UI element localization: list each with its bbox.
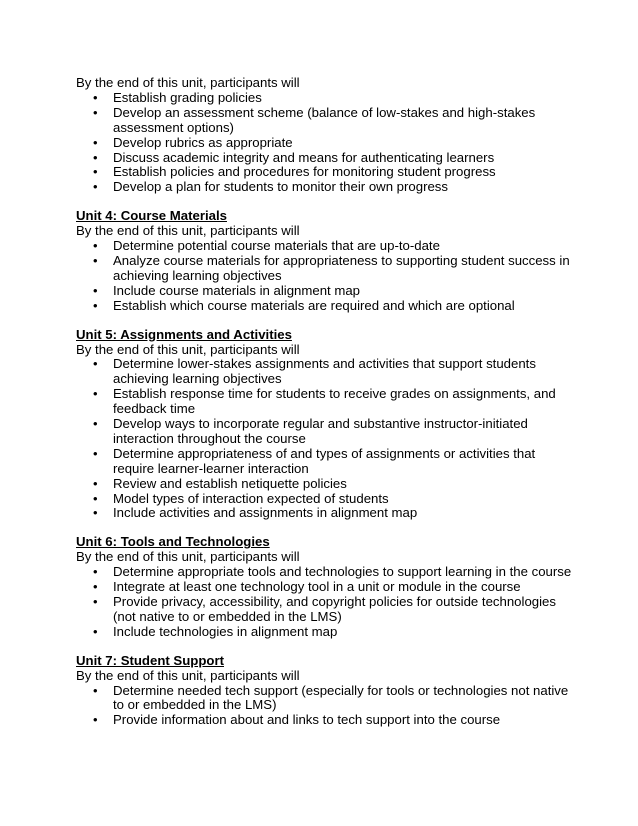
section-intro: By the end of this unit, participants will — [76, 75, 300, 90]
list-item: • Include activities and assignments in alignment map — [93, 505, 418, 521]
list-item: • Determine potential course materials that are up-to-date — [93, 238, 440, 254]
section-unit-4 — [76, 209, 576, 313]
bullet-icon: • — [93, 149, 98, 165]
list-item: • Analyze course materials for appropriateness to supporting student success in achieving learning objectives — [93, 252, 570, 283]
bullet-icon: • — [93, 89, 98, 105]
list-item: • Establish policies and procedures for monitoring student progress — [93, 164, 496, 180]
section-unit-3-continued — [76, 76, 576, 195]
bullet-icon: • — [93, 386, 98, 402]
section-heading: Unit 7: Student Support — [76, 652, 224, 668]
bullet-icon: • — [93, 490, 98, 506]
bullet-icon: • — [93, 579, 98, 595]
bullet-icon: • — [93, 238, 98, 254]
list-item: • Establish response time for students to receive grades on assignments, and feedback time — [93, 386, 556, 417]
objective-list — [76, 565, 576, 640]
document-page — [76, 76, 576, 728]
list-item: • Integrate at least one technology tool in a unit or module in the course — [93, 579, 521, 595]
objective-list — [76, 239, 576, 314]
section-unit-7 — [76, 654, 576, 729]
bullet-icon: • — [93, 104, 98, 120]
list-item: • Determine needed tech support (especially for tools or technologies not native to or embedded in the LMS) — [93, 682, 569, 713]
bullet-icon: • — [93, 282, 98, 298]
list-item: • Develop rubrics as appropriate — [93, 134, 293, 150]
list-item: • Determine appropriate tools and technologies to support learning in the course — [93, 564, 572, 580]
bullet-icon: • — [93, 356, 98, 372]
section-heading: Unit 6: Tools and Technologies — [76, 534, 270, 550]
bullet-icon: • — [93, 445, 98, 461]
section-unit-6 — [76, 535, 576, 639]
list-item: • Discuss academic integrity and means for authenticating learners — [93, 149, 495, 165]
list-item: • Model types of interaction expected of students — [93, 490, 389, 506]
list-item: • Include technologies in alignment map — [93, 623, 338, 639]
bullet-icon: • — [93, 623, 98, 639]
list-item: • Determine lower-stakes assignments and activities that support students achieving learning objectives — [93, 356, 536, 387]
bullet-icon: • — [93, 252, 98, 268]
section-intro: By the end of this unit, participants will — [76, 549, 300, 565]
list-item: • Establish grading policies — [93, 89, 262, 105]
section-intro: By the end of this unit, participants will — [76, 667, 300, 683]
section-unit-5 — [76, 328, 576, 522]
bullet-icon: • — [93, 134, 98, 150]
objective-list — [76, 357, 576, 521]
bullet-icon: • — [93, 564, 98, 580]
objective-list — [76, 684, 576, 729]
bullet-icon: • — [93, 416, 98, 432]
list-item: • Establish which course materials are required and which are optional — [93, 297, 515, 313]
section-intro: By the end of this unit, participants will — [76, 341, 300, 357]
section-intro: By the end of this unit, participants will — [76, 223, 300, 239]
list-item: • Develop an assessment scheme (balance of low-stakes and high-stakes assessment options) — [93, 104, 536, 135]
list-item: • Determine appropriateness of and types of assignments or activities that require learner-learner interaction — [93, 445, 536, 476]
bullet-icon: • — [93, 164, 98, 180]
list-item: • Develop a plan for students to monitor their own progress — [93, 179, 448, 195]
section-heading: Unit 5: Assignments and Activities — [76, 326, 292, 342]
section-heading: Unit 4: Course Materials — [76, 208, 227, 224]
list-item: • Develop ways to incorporate regular and substantive instructor-initiated interaction throughout the course — [93, 416, 528, 446]
bullet-icon: • — [93, 712, 98, 728]
bullet-icon: • — [93, 594, 98, 609]
bullet-icon: • — [93, 505, 98, 521]
bullet-icon: • — [93, 682, 98, 698]
list-item: • Provide privacy, accessibility, and copyright policies for outside technologies (not native to or embedded in the LMS) — [93, 594, 556, 624]
bullet-icon: • — [93, 179, 98, 195]
bullet-icon: • — [93, 475, 98, 491]
bullet-icon: • — [93, 297, 98, 313]
list-item: • Provide information about and links to tech support into the course — [93, 712, 501, 728]
list-item: • Review and establish netiquette policies — [93, 475, 347, 491]
list-item: • Include course materials in alignment map — [93, 282, 361, 298]
objective-list — [76, 91, 576, 195]
